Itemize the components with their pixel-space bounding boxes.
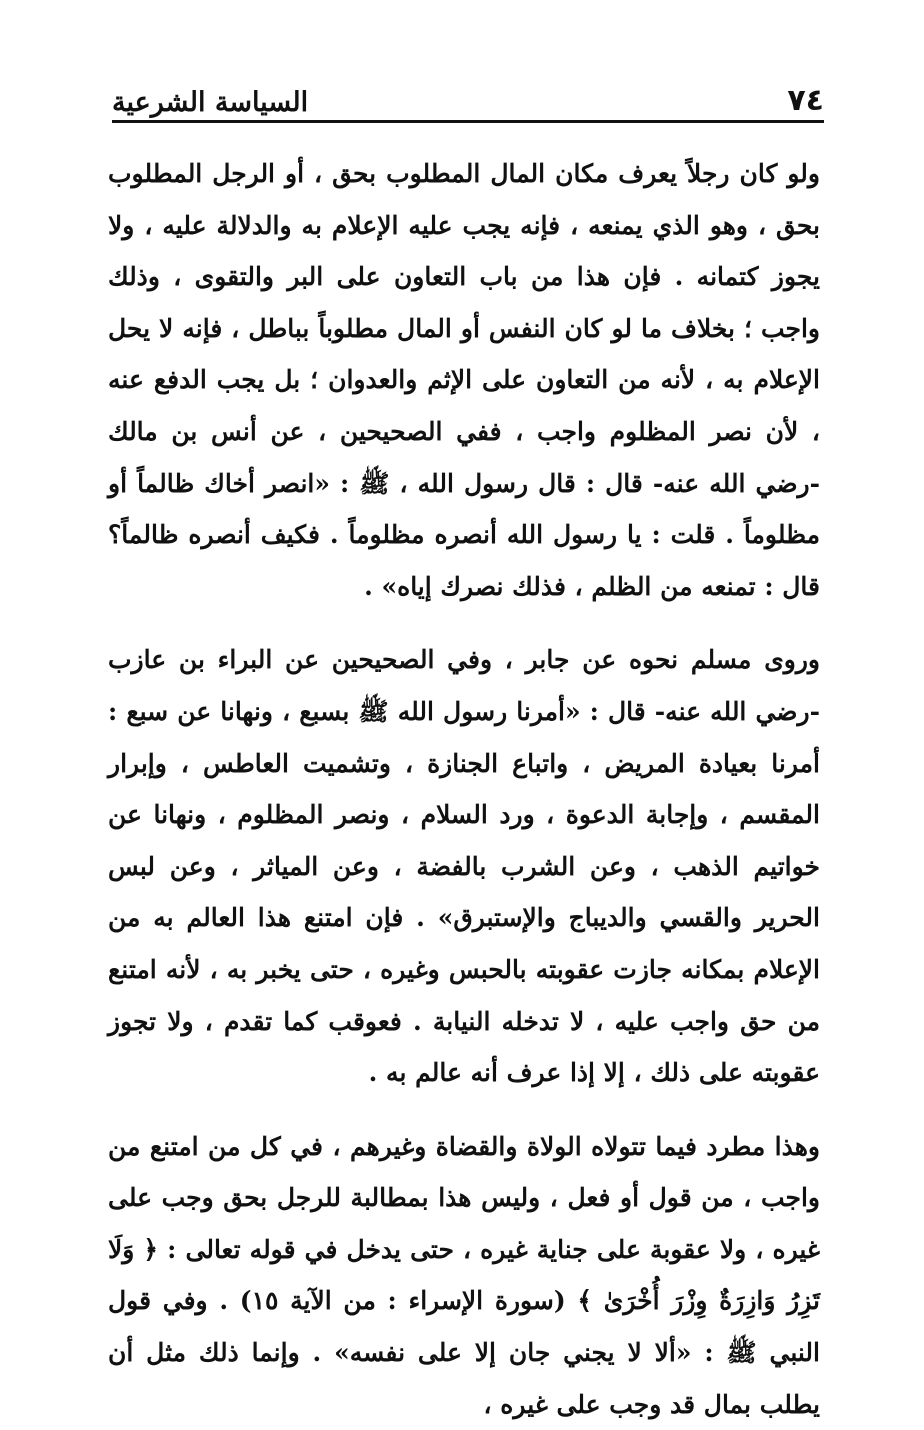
page-body xyxy=(108,148,820,1430)
paragraph-3: وهذا مطرد فيما تتولاه الولاة والقضاة وغيرهم ، في كل من امتنع من واجب ، من قول أو فعل ، وليس هذا بمطالبة للرجل بحق وجب على غيره ، ولا عقوبة على جناية غيره ، حتى يدخل في قوله تعالى : ﴿ وَلَا تَزِرُ وَازِرَةٌ وِزْرَ أُخْرَىٰ ﴾ (سورة الإسراء : من الآية ١٥) . وفي قول النبي ﷺ : «ألا لا يجني جان إلا على نفسه» . وإنما ذلك مثل أن يطلب بمال قد وجب على غيره ، xyxy=(108,1131,820,1419)
page-number: ٧٤ xyxy=(787,83,824,118)
header-divider xyxy=(112,120,824,123)
paragraph-1: ولو كان رجلاً يعرف مكان المال المطلوب بحق ، أو الرجل المطلوب بحق ، وهو الذي يمنعه ، فإنه يجب عليه الإعلام به والدلالة عليه ، ولا يجوز كتمانه . فإن هذا من باب التعاون على البر والتقوى ، وذلك واجب ؛ بخلاف ما لو كان النفس أو المال مطلوباً بباطل ، فإنه لا يحل الإعلام به ، لأنه من التعاون على الإثم والعدوان ؛ بل يجب الدفع عنه ، لأن نصر المظلوم واجب ، ففي الصحيحين ، عن أنس بن مالك -رضي الله عنه- قال : قال رسول الله ، ﷺ : «انصر أخاك ظالماً أو مظلوماً . قلت : يا رسول الله أنصره مظلوماً . فكيف أنصره ظالماً؟ قال : تمنعه من الظلم ، فذلك نصرك إياه» . xyxy=(108,159,820,601)
paragraph-2: وروى مسلم نحوه عن جابر ، وفي الصحيحين عن البراء بن عازب -رضي الله عنه- قال : «أمرنا رسول الله ﷺ بسبع ، ونهانا عن سبع : أمرنا بعيادة المريض ، واتباع الجنازة ، وتشميت العاطس ، وإبرار المقسم ، وإجابة الدعوة ، ورد السلام ، ونصر المظلوم ، ونهانا عن خواتيم الذهب ، وعن الشرب بالفضة ، وعن المياثر ، وعن لبس الحرير والقسي والديباج والإستبرق» . فإن امتنع هذا العالم به من الإعلام بمكانه جازت عقوبته بالحبس وغيره ، حتى يخبر به ، لأنه امتنع من حق واجب عليه ، لا تدخله النيابة . فعوقب كما تقدم ، ولا تجوز عقوبته على ذلك ، إلا إذا عرف أنه عالم به . xyxy=(108,645,820,1088)
running-title: السياسة الشرعية xyxy=(112,87,309,118)
page-header xyxy=(112,70,824,116)
